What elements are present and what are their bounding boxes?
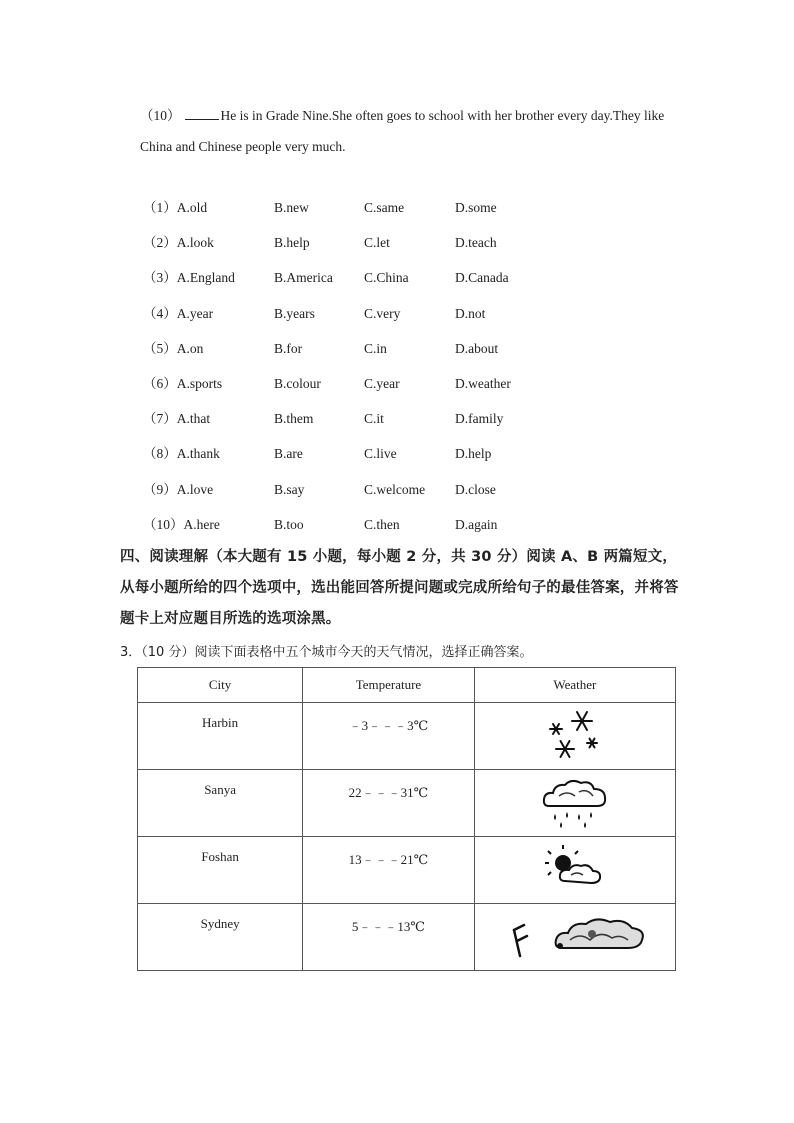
option-a: （5）A.on (143, 340, 204, 356)
weather-cell (474, 904, 675, 971)
option-c: C.year (364, 375, 400, 391)
option-d: D.weather (455, 375, 511, 391)
option-d: D.Canada (455, 270, 509, 286)
option-row (140, 507, 700, 542)
windy-cloudy-icon (500, 908, 650, 966)
option-b: B.help (274, 235, 310, 251)
option-b: B.too (274, 516, 304, 532)
weather-cell (474, 770, 675, 837)
question-number: （10） (140, 108, 181, 123)
option-b: B.new (274, 200, 309, 215)
table-row (138, 837, 676, 904)
temperature-cell: ﹣3﹣﹣﹣3℃ (303, 703, 475, 770)
section-heading: 四、阅读理解（本大题有 15 小题，每小题 2 分，共 30 分）阅读 A、B 两篇短文，从每小题所给的四个选项中，选出能回答所提问题或完成所给句子的最佳答案，并将答题卡上对应题目所选的选项涂黑。 (120, 549, 679, 627)
city-cell: Harbin (138, 703, 303, 770)
rain-icon (539, 774, 611, 832)
snow-icon (540, 707, 610, 765)
options-list (140, 190, 700, 542)
option-d: D.about (455, 340, 499, 356)
option-b: B.years (274, 305, 315, 321)
option-a: （2）A.look (143, 235, 214, 251)
weather-cell (474, 837, 675, 904)
option-d: D.family (455, 411, 504, 427)
table-row (138, 770, 676, 837)
option-d: D.help (455, 446, 492, 462)
option-c: C.China (364, 270, 409, 286)
weather-cell (474, 703, 675, 770)
option-c: C.very (364, 305, 401, 321)
partly-cloudy-icon (539, 841, 611, 899)
option-d: D.teach (455, 235, 497, 251)
option-row (140, 296, 700, 331)
option-a: （10）A.here (143, 516, 220, 532)
option-row (140, 225, 700, 260)
option-row (140, 436, 700, 471)
weather-table (137, 667, 676, 971)
option-b: B.colour (274, 375, 321, 391)
city-cell: Sydney (138, 904, 303, 971)
header-city: City (138, 668, 303, 703)
question-text: He is in Grade Nine.She often goes to school with her brother every day.They like China and Chinese people very much. (140, 108, 665, 154)
temperature-cell: 5﹣﹣﹣13℃ (303, 904, 475, 971)
option-a: （1）A.old (143, 200, 208, 215)
question-3-intro: 3．（10 分）阅读下面表格中五个城市今天的天气情况，选择正确答案。 (120, 645, 533, 660)
option-row (140, 472, 700, 507)
option-b: B.are (274, 446, 303, 462)
option-a: （4）A.year (143, 305, 214, 321)
option-b: B.America (274, 270, 333, 286)
table-row (138, 904, 676, 971)
option-c: C.live (364, 446, 397, 462)
header-temperature: Temperature (303, 668, 475, 703)
option-c: C.same (364, 200, 405, 215)
table-row (138, 703, 676, 770)
option-a: （8）A.thank (143, 446, 220, 462)
option-b: B.them (274, 411, 314, 427)
option-d: D.again (455, 516, 498, 532)
option-a: （7）A.that (143, 411, 211, 427)
city-cell: Foshan (138, 837, 303, 904)
option-c: C.welcome (364, 481, 426, 497)
option-row (140, 331, 700, 366)
option-row (140, 401, 700, 436)
option-a: （6）A.sports (143, 375, 223, 391)
option-row (140, 260, 700, 295)
option-d: D.not (455, 305, 486, 321)
option-c: C.then (364, 516, 400, 532)
temperature-cell: 22﹣﹣﹣31℃ (303, 770, 475, 837)
question-10-passage (140, 100, 680, 162)
option-c: C.in (364, 340, 387, 356)
option-a: （3）A.England (143, 270, 235, 286)
city-cell: Sanya (138, 770, 303, 837)
option-d: D.some (455, 200, 497, 215)
option-c: C.it (364, 411, 384, 427)
answer-blank (185, 107, 219, 120)
option-b: B.say (274, 481, 305, 497)
option-b: B.for (274, 340, 303, 356)
option-a: （9）A.love (143, 481, 214, 497)
option-row (140, 366, 700, 401)
temperature-cell: 13﹣﹣﹣21℃ (303, 837, 475, 904)
option-row (140, 190, 700, 225)
option-c: C.let (364, 235, 390, 251)
table-header-row (138, 668, 676, 703)
option-d: D.close (455, 481, 496, 497)
header-weather: Weather (474, 668, 675, 703)
